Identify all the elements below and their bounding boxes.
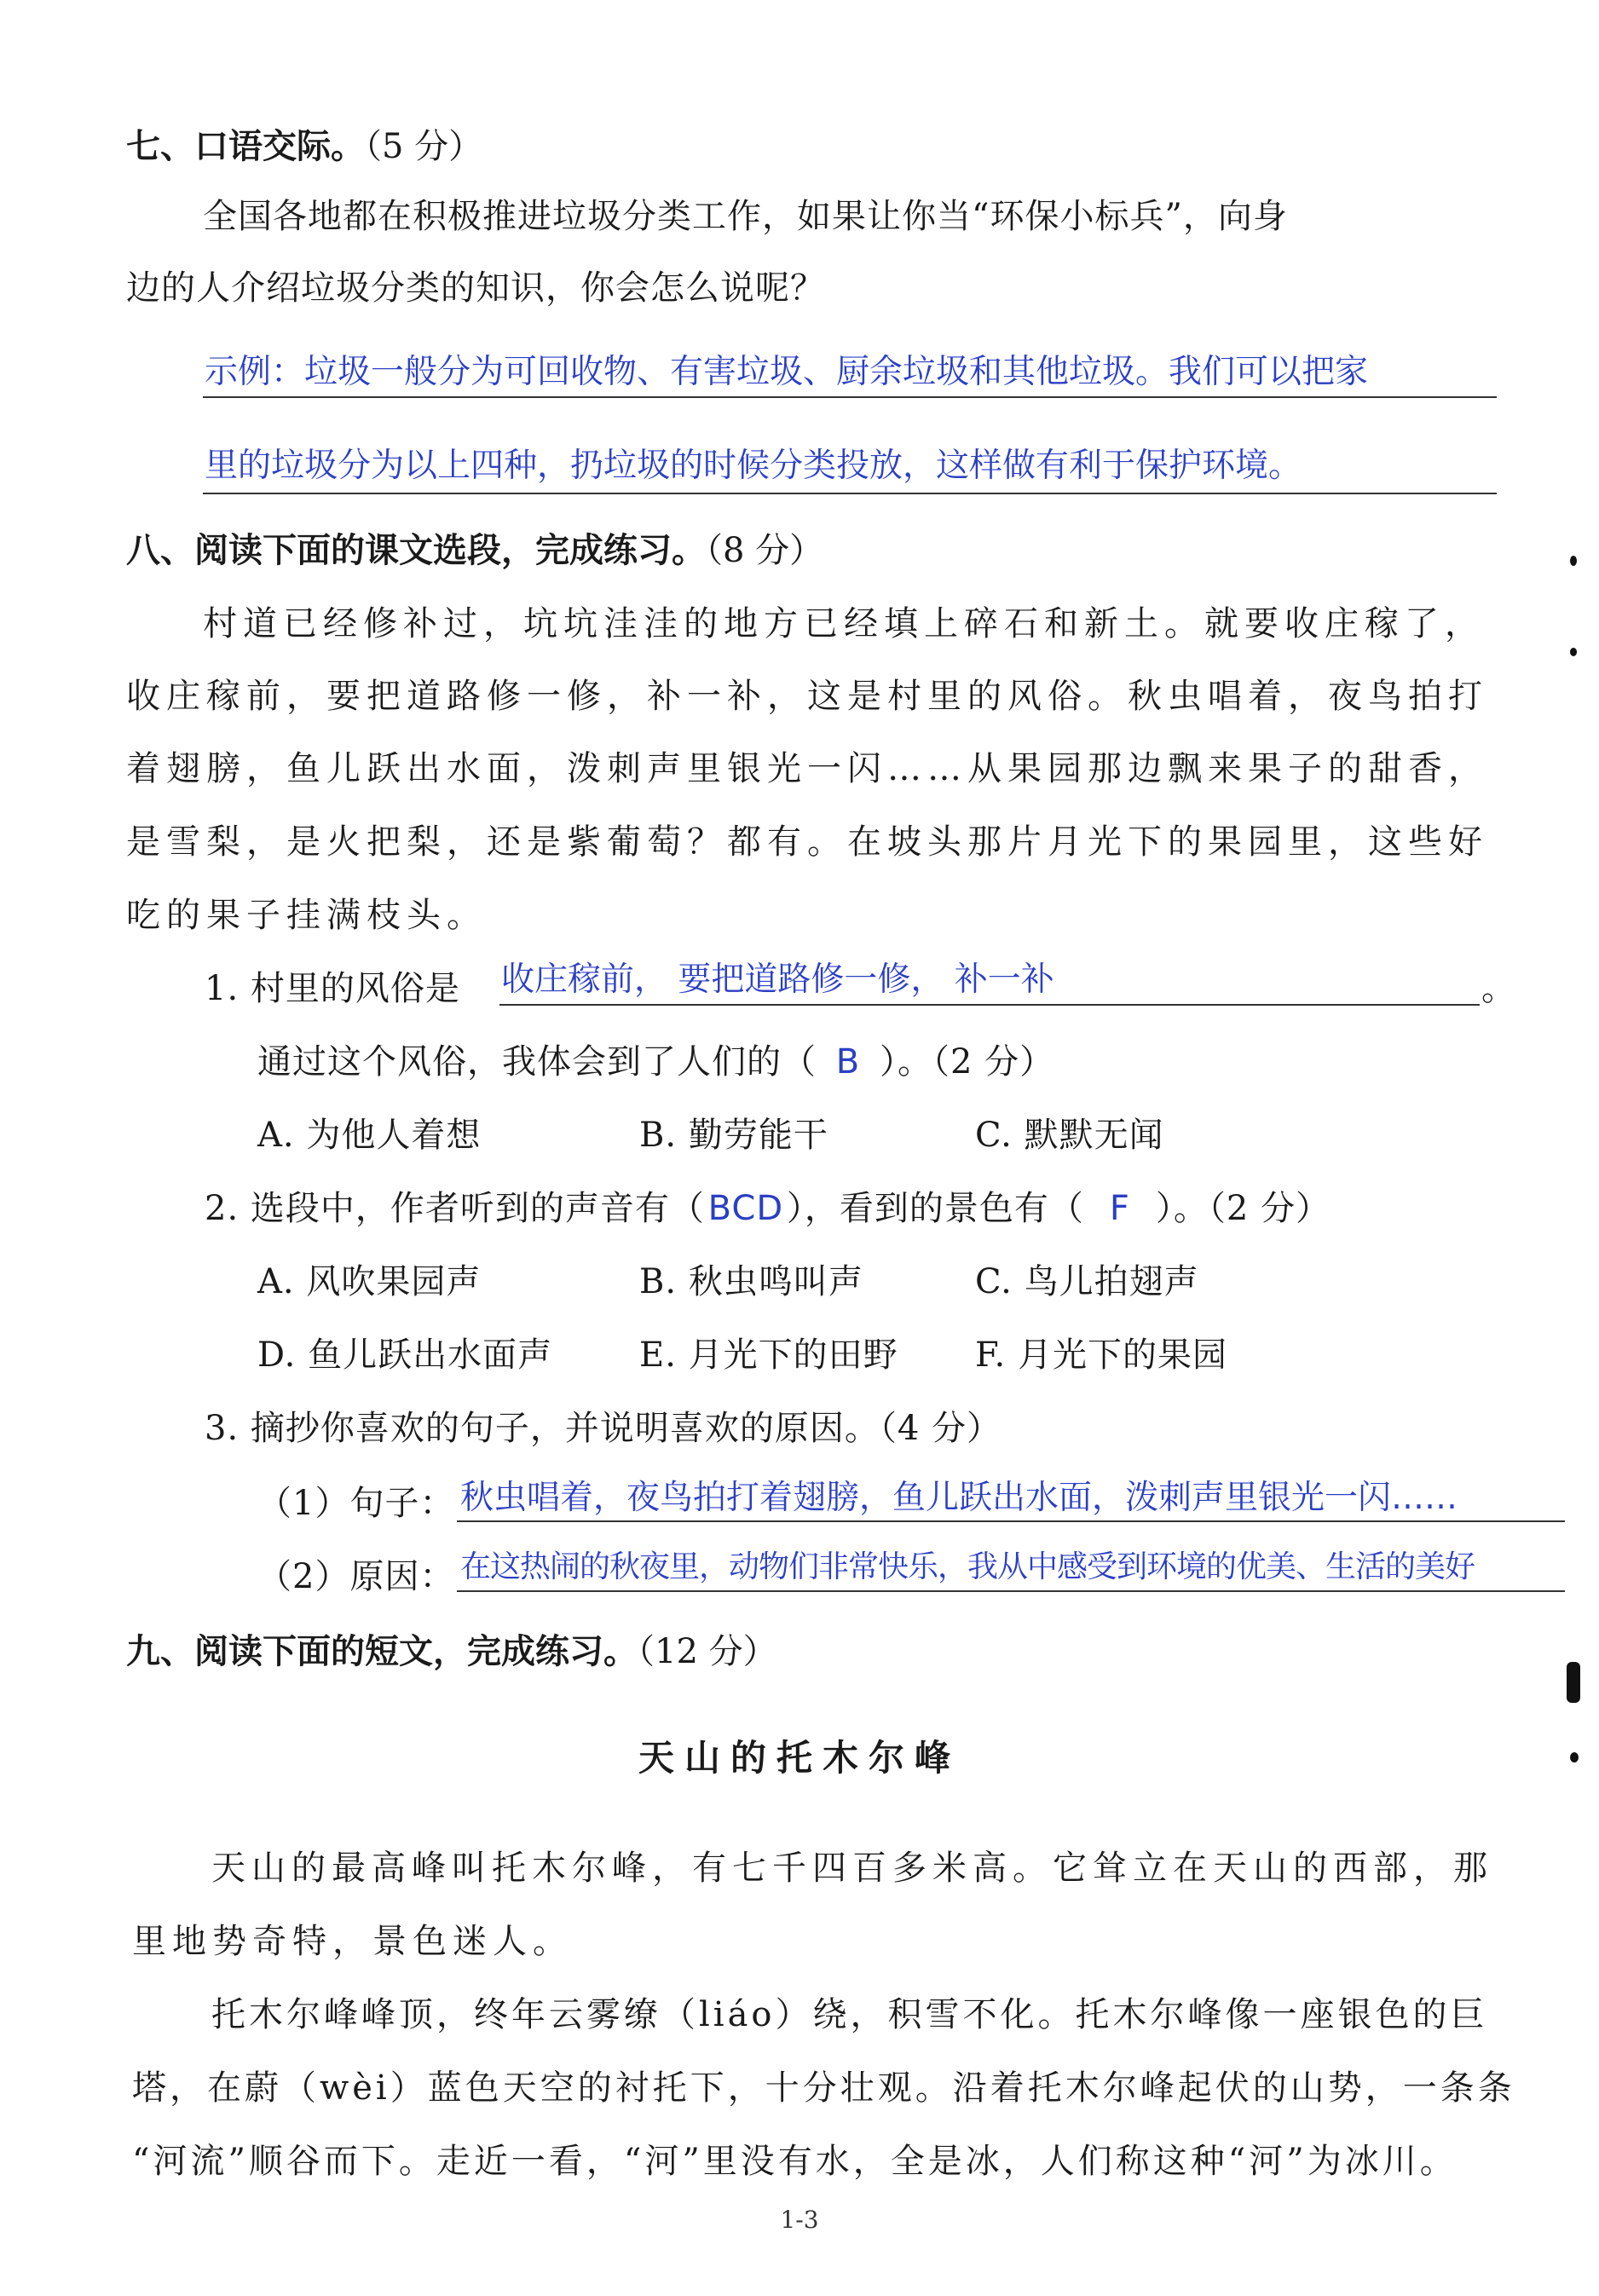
answer-underline	[457, 1590, 1565, 1592]
answer-underline	[203, 396, 1497, 398]
scan-speck	[1570, 556, 1577, 566]
option: A. 风吹果园声	[257, 1262, 482, 1301]
question1-end: 。	[1481, 969, 1516, 1008]
passage-line: 里地势奇特，景色迷人。	[132, 1922, 573, 1961]
article-title: 天山的托木尔峰	[638, 1737, 961, 1779]
passage-line: 是雪梨，是火把梨，还是紫葡萄？都有。在坡头那片月光下的果园里，这些好	[126, 822, 1488, 862]
answer-underline	[457, 1520, 1565, 1522]
passage-line: 着翅膀，鱼儿跃出水面，泼刺声里银光一闪……从果园那边飘来果子的甜香，	[126, 749, 1488, 788]
passage-line: 收庄稼前，要把道路修一修，补一补，这是村里的风俗。秋虫唱着，夜鸟拍打	[126, 677, 1488, 716]
question3-2-label: （2）原因：	[257, 1557, 455, 1596]
option: A. 为他人着想	[257, 1116, 482, 1155]
option: C. 默默无闻	[975, 1116, 1164, 1155]
option: C. 鸟儿拍翅声	[975, 1262, 1199, 1301]
section8-heading: 八、阅读下面的课文选段，完成练习。（8 分）	[126, 530, 824, 570]
question1b: 通过这个风俗，我体会到了人们的（ B ）。（2 分）	[257, 1042, 1055, 1082]
option: B. 勤劳能干	[639, 1116, 828, 1155]
scan-speck	[1570, 1752, 1579, 1762]
section7-answer-line2: 里的垃圾分为以上四种，扔垃圾的时候分类投放，这样做有利于保护环境。	[205, 447, 1302, 485]
option: D. 鱼儿跃出水面声	[257, 1335, 553, 1375]
section7-heading: 七、口语交际。（5 分）	[126, 126, 483, 166]
section7-prompt-line2: 边的人介绍垃圾分类的知识，你会怎么说呢？	[126, 268, 825, 308]
option: F. 月光下的果园	[975, 1335, 1227, 1375]
option: E. 月光下的田野	[639, 1335, 898, 1375]
question1-answer: 收庄稼前， 要把道路修一修， 补一补	[501, 961, 1054, 999]
page-number: 1-3	[780, 2206, 819, 2234]
passage-line: 塔，在蔚（wèi）蓝色天空的衬托下，十分壮观。沿着托木尔峰起伏的山势，一条条	[132, 2068, 1515, 2108]
question1-prefix: 1. 村里的风俗是	[205, 969, 460, 1008]
passage-line: “河流”顺谷而下。走近一看，“河”里没有水，全是冰，人们称这种“河”为冰川。	[132, 2142, 1458, 2181]
question2: 2. 选段中，作者听到的声音有（BCD），看到的景色有（ F ）。（2 分）	[205, 1189, 1331, 1228]
scan-speck	[1570, 648, 1577, 656]
question3-1-answer: 秋虫唱着，夜鸟拍打着翅膀，鱼儿跃出水面，泼刺声里银光一闪……	[460, 1479, 1458, 1517]
question3-1-label: （1）句子：	[257, 1484, 455, 1523]
passage-line: 吃的果子挂满枝头。	[126, 896, 487, 935]
section7-prompt-line1: 全国各地都在积极推进垃圾分类工作，如果让你当“环保小标兵”，向身	[203, 197, 1288, 236]
question2-answer1: BCD	[707, 1189, 784, 1228]
question3-2-answer: 在这热闹的秋夜里，动物们非常快乐，我从中感受到环境的优美、生活的美好	[460, 1549, 1475, 1584]
scan-speck	[1567, 1662, 1580, 1703]
passage-line: 天山的最高峰叫托木尔峰，有七千四百多米高。它耸立在天山的西部，那	[211, 1849, 1493, 1888]
question1b-answer: B	[835, 1042, 861, 1082]
option: B. 秋虫鸣叫声	[639, 1262, 863, 1301]
question2-answer2: F	[1109, 1189, 1130, 1228]
answer-underline	[499, 1004, 1480, 1006]
section9-heading: 九、阅读下面的短文，完成练习。（12 分）	[126, 1631, 777, 1671]
passage-line: 村道已经修补过，坑坑洼洼的地方已经填上碎石和新土。就要收庄稼了，	[203, 604, 1485, 643]
passage-line: 托木尔峰峰顶，终年云雾缭（liáo）绕，积雪不化。托木尔峰像一座银色的巨	[211, 1995, 1488, 2034]
answer-underline	[203, 493, 1497, 494]
section7-answer-line1: 示例：垃圾一般分为可回收物、有害垃圾、厨余垃圾和其他垃圾。我们可以把家	[205, 353, 1369, 391]
question3: 3. 摘抄你喜欢的句子，并说明喜欢的原因。（4 分）	[205, 1409, 1002, 1448]
